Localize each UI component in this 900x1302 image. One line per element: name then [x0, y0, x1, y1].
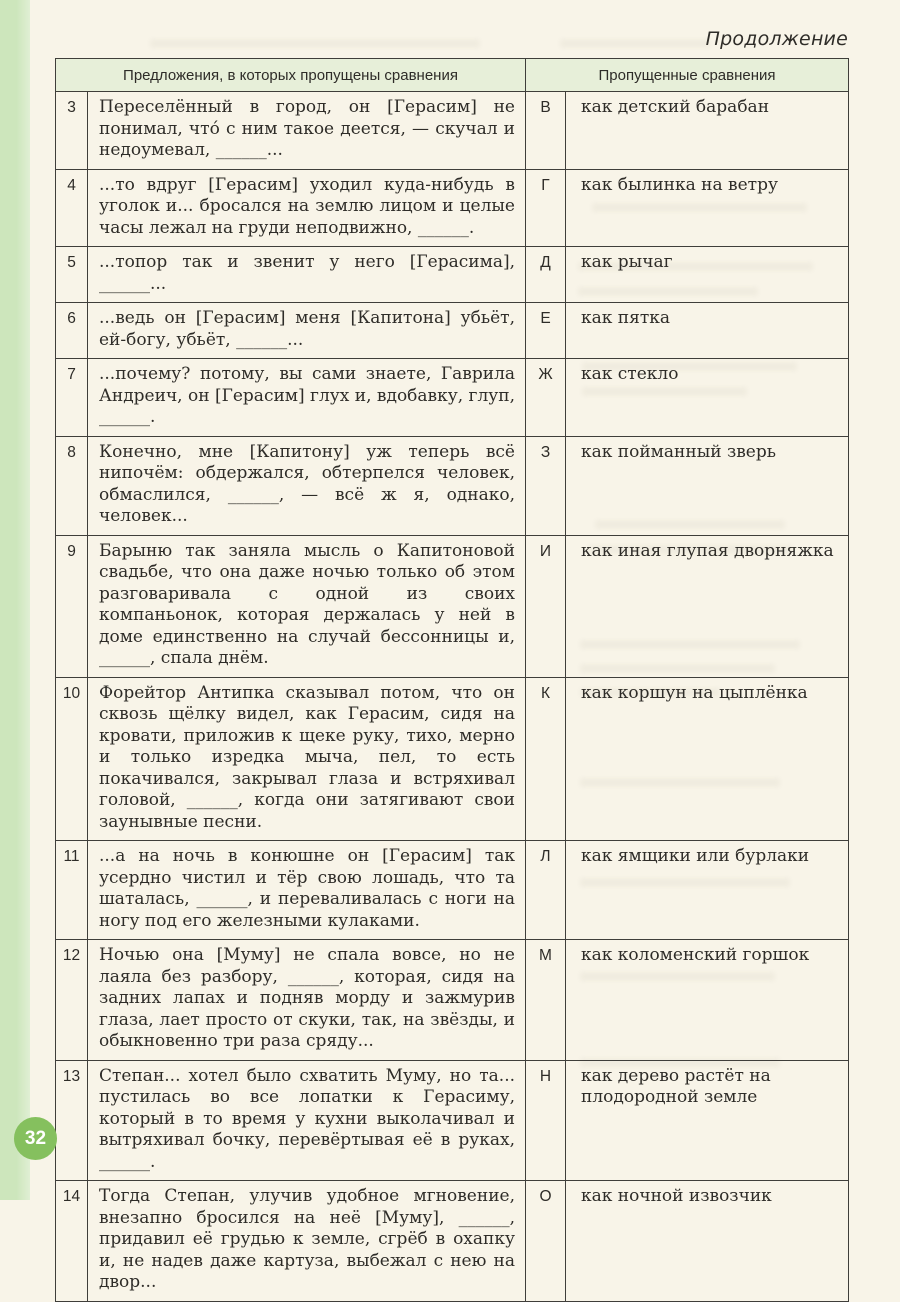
- table-row: [56, 436, 849, 535]
- row-number: 10: [56, 677, 88, 841]
- sentence-cell: ...а на ночь в конюшне он [Герасим] так усердно чистил и тёр свою лошадь, что та шаталась, ______, и переваливалась с ноги на ногу под его железными кулаками.: [88, 841, 526, 940]
- row-number: 11: [56, 841, 88, 940]
- letter-cell: Е: [526, 303, 566, 359]
- sentence-cell: Конечно, мне [Капитону] уж теперь всё нипочём: обдержался, обтерпелся человек, обмаслился, ______, — всё ж я, однако, человек...: [88, 436, 526, 535]
- table-row: [56, 1181, 849, 1302]
- row-number: 13: [56, 1060, 88, 1181]
- row-number: 6: [56, 303, 88, 359]
- sentence-cell: Степан... хотел было схватить Муму, но та... пустилась во все лопатки к Герасиму, который в то время у кухни выколачивал и вытряхивал бочку, перевёртывая её в руках, ______.: [88, 1060, 526, 1181]
- table-row: [56, 247, 849, 303]
- table-row: [56, 535, 849, 677]
- page-number-label: 32: [24, 1127, 47, 1149]
- comparison-cell: как ночной извозчик: [566, 1181, 849, 1302]
- letter-cell: И: [526, 535, 566, 677]
- comparison-cell: как коломенский горшок: [566, 940, 849, 1061]
- letter-cell: Д: [526, 247, 566, 303]
- sentence-cell: ...топор так и звенит у него [Герасима], ______...: [88, 247, 526, 303]
- letter-cell: К: [526, 677, 566, 841]
- sentence-cell: ...ведь он [Герасим] меня [Капитона] убьёт, ей-богу, убьёт, ______...: [88, 303, 526, 359]
- table-row: [56, 169, 849, 247]
- letter-cell: Л: [526, 841, 566, 940]
- column-header-comparisons: Пропущенные сравнения: [526, 59, 849, 92]
- comparison-cell: как дерево растёт на плодородной земле: [566, 1060, 849, 1181]
- continuation-label: Продолжение: [705, 28, 848, 50]
- row-number: 9: [56, 535, 88, 677]
- table-header-row: [56, 59, 849, 92]
- comparison-cell: как коршун на цыплёнка: [566, 677, 849, 841]
- sentence-cell: Форейтор Антипка сказывал потом, что он сквозь щёлку видел, как Герасим, сидя на кровати, приложив к щеке руку, тихо, мерно и только изредка мыча, пел, то есть покачивался, закрывал глаза и встряхивал головой, ______, когда они затягивают свои заунывные песни.: [88, 677, 526, 841]
- table-row: [56, 677, 849, 841]
- page-number-badge: [14, 1117, 57, 1160]
- comparison-cell: как рычаг: [566, 247, 849, 303]
- page-edge-strip: [0, 0, 30, 1200]
- table-row: [56, 1060, 849, 1181]
- comparison-cell: как пойманный зверь: [566, 436, 849, 535]
- row-number: 4: [56, 169, 88, 247]
- comparison-cell: как ямщики или бурлаки: [566, 841, 849, 940]
- table-row: [56, 303, 849, 359]
- row-number: 3: [56, 92, 88, 170]
- comparisons-table: [55, 58, 849, 1302]
- comparison-cell: как былинка на ветру: [566, 169, 849, 247]
- comparison-cell: как пятка: [566, 303, 849, 359]
- letter-cell: З: [526, 436, 566, 535]
- sentence-cell: ...почему? потому, вы сами знаете, Гаврила Андреич, он [Герасим] глух и, вдобавку, глуп, ______.: [88, 359, 526, 437]
- sentence-cell: Тогда Степан, улучив удобное мгновение, внезапно бросился на неё [Муму], ______, придавил её грудью к земле, сгрёб в охапку и, не надев даже картуза, выбежал с нею на двор...: [88, 1181, 526, 1302]
- table-row: [56, 92, 849, 170]
- row-number: 12: [56, 940, 88, 1061]
- row-number: 7: [56, 359, 88, 437]
- sentence-cell: Переселённый в город, он [Герасим] не понимал, что́ с ним такое деется, — скучал и недоумевал, ______...: [88, 92, 526, 170]
- row-number: 8: [56, 436, 88, 535]
- sentence-cell: Ночью она [Муму] не спала вовсе, но не лаяла без разбору, ______, которая, сидя на задних лапах и подняв морду и зажмурив глаза, лает просто от скуки, так, на звёзды, и обыкновенно три раза сряду...: [88, 940, 526, 1061]
- comparison-cell: как стекло: [566, 359, 849, 437]
- table-row: [56, 841, 849, 940]
- comparison-cell: как иная глупая дворняжка: [566, 535, 849, 677]
- letter-cell: Н: [526, 1060, 566, 1181]
- letter-cell: М: [526, 940, 566, 1061]
- row-number: 5: [56, 247, 88, 303]
- table-row: [56, 940, 849, 1061]
- letter-cell: В: [526, 92, 566, 170]
- table-row: [56, 359, 849, 437]
- column-header-sentences: Предложения, в которых пропущены сравнения: [56, 59, 526, 92]
- letter-cell: О: [526, 1181, 566, 1302]
- comparison-cell: как детский барабан: [566, 92, 849, 170]
- letter-cell: Ж: [526, 359, 566, 437]
- sentence-cell: Барыню так заняла мысль о Капитоновой свадьбе, что она даже ночью только об этом разговаривала с одной из своих компаньонок, которая держалась у ней в доме единственно на случай бессонницы и, ______, спала днём.: [88, 535, 526, 677]
- sentence-cell: ...то вдруг [Герасим] уходил куда-нибудь в уголок и... бросался на землю лицом и целые часы лежал на груди неподвижно, ______.: [88, 169, 526, 247]
- row-number: 14: [56, 1181, 88, 1302]
- letter-cell: Г: [526, 169, 566, 247]
